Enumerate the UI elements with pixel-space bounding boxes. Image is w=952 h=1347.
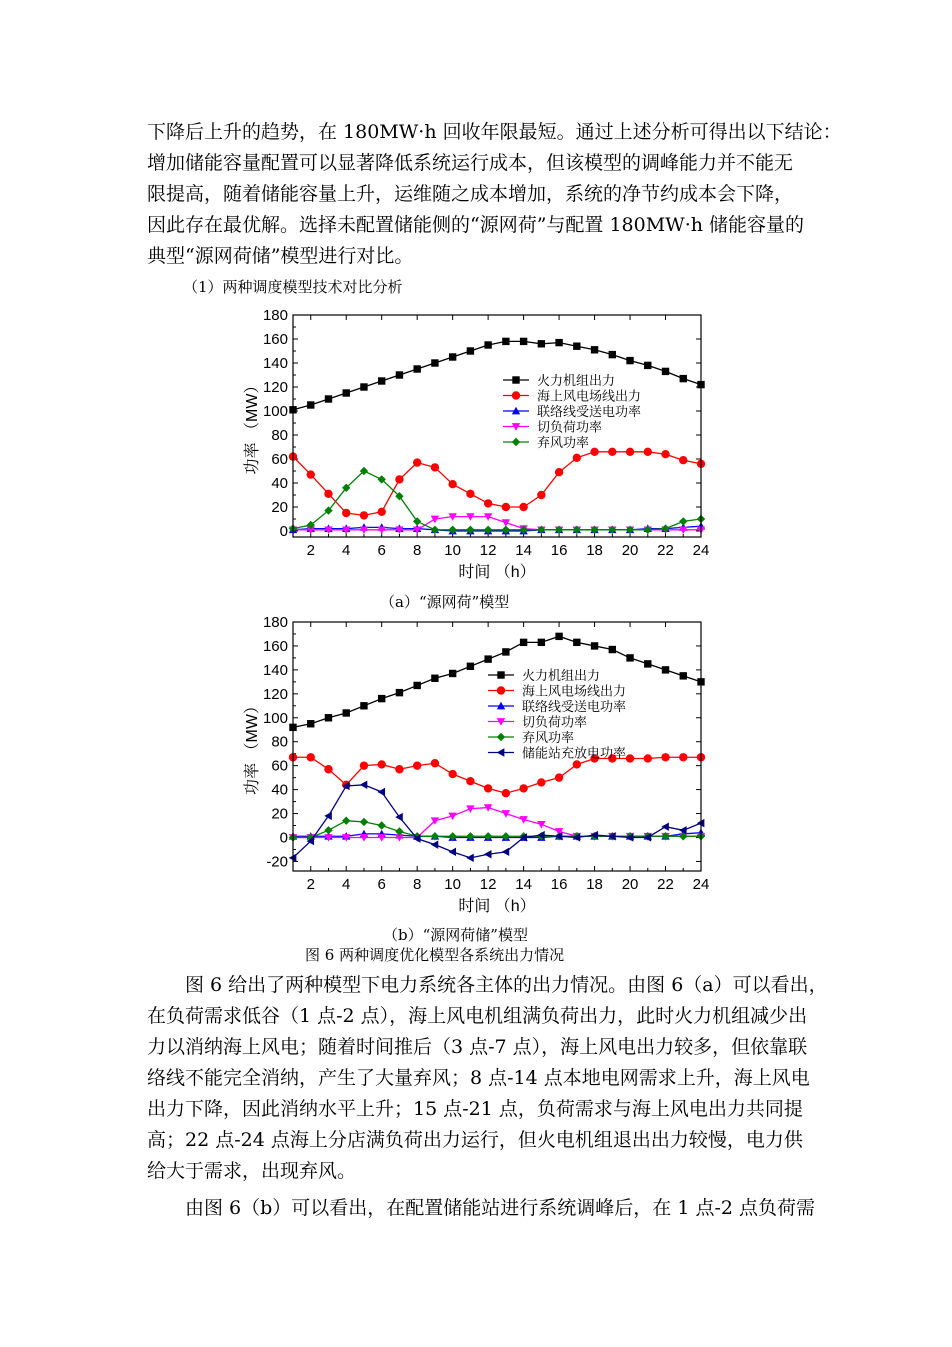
series-line: [293, 757, 701, 793]
x-tick-label: 4: [342, 542, 351, 559]
data-point: [324, 765, 332, 773]
x-tick-label: 10: [444, 876, 461, 893]
text-line: 给大于需求，出现弃风。: [147, 1160, 357, 1182]
plot-frame: [293, 315, 701, 537]
y-tick-label: 120: [262, 379, 288, 396]
text-line: 限提高，随着储能容量上升，运维随之成本增加，系统的净节约成本会下降，: [147, 183, 794, 205]
y-tick-label: 20: [271, 499, 288, 516]
legend-label: 弃风功率: [537, 435, 590, 450]
data-point: [484, 655, 491, 662]
y-tick-label: 80: [271, 427, 288, 444]
x-tick-label: 22: [657, 542, 674, 559]
text-line: 下降后上升的趋势，在 180MW·h 回收年限最短。通过上述分析可得出以下结论：: [147, 121, 842, 143]
data-point: [591, 642, 598, 649]
legend-label: 弃风功率: [522, 730, 575, 745]
data-point: [449, 353, 456, 360]
data-point: [378, 377, 385, 384]
data-point: [431, 359, 438, 366]
y-tick-label: 140: [262, 661, 288, 679]
y-tick-label: 180: [262, 614, 288, 631]
data-point: [449, 670, 456, 677]
data-point: [502, 503, 510, 511]
data-point: [431, 463, 439, 471]
data-point: [661, 753, 669, 761]
data-point: [342, 817, 350, 825]
legend-marker: [497, 686, 505, 694]
legend-label: 储能站充放电功率: [522, 745, 627, 761]
text-line: 由图 6（b）可以看出，在配置储能站进行系统调峰后，在 1 点-2 点负荷需: [185, 1197, 816, 1219]
data-point: [466, 854, 474, 862]
data-point: [662, 368, 669, 375]
x-tick-label: 22: [657, 876, 674, 893]
data-point: [431, 840, 439, 848]
y-tick-label: 140: [262, 355, 288, 372]
data-point: [679, 517, 687, 525]
y-tick-label: -20: [266, 853, 288, 871]
data-point: [679, 456, 687, 464]
y-tick-label: 120: [262, 685, 288, 703]
series-line: [293, 471, 701, 530]
data-point: [484, 341, 491, 348]
data-point: [502, 648, 509, 655]
series-line: [293, 808, 701, 838]
data-point: [467, 347, 474, 354]
x-tick-label: 16: [550, 542, 568, 559]
x-tick-label: 12: [479, 542, 497, 559]
data-point: [573, 760, 581, 768]
data-point: [307, 470, 315, 478]
x-tick-label: 12: [479, 876, 497, 893]
data-point: [395, 475, 403, 483]
paragraph-mid: [147, 970, 827, 1187]
data-point: [573, 639, 580, 646]
data-point: [395, 813, 403, 821]
series-line: [293, 452, 701, 516]
data-point: [538, 639, 545, 646]
legend-marker: [512, 376, 519, 383]
x-tick-label: 2: [306, 876, 315, 893]
data-point: [484, 499, 492, 507]
data-point: [307, 753, 315, 761]
data-point: [502, 789, 510, 797]
data-point: [608, 448, 616, 456]
data-point: [679, 753, 687, 761]
y-tick-label: 40: [271, 475, 288, 492]
chart-source-grid-load: [240, 300, 710, 592]
x-tick-label: 16: [550, 876, 568, 893]
text-line: 出力下降，因此消纳水平上升；15 点-21 点，负荷需求与海上风电出力共同提: [147, 1098, 803, 1120]
data-point: [448, 480, 456, 488]
data-point: [626, 448, 634, 456]
data-point: [680, 672, 687, 679]
y-tick-label: 60: [271, 451, 288, 468]
data-point: [324, 826, 332, 834]
legend-marker: [512, 438, 520, 446]
x-tick-label: 2: [306, 542, 315, 559]
data-point: [661, 450, 669, 458]
plot-frame: [293, 622, 701, 871]
y-tick-label: 40: [271, 781, 288, 799]
data-point: [325, 395, 332, 402]
y-tick-label: 180: [262, 307, 288, 324]
data-point: [413, 761, 421, 769]
data-point: [537, 778, 545, 786]
y-tick-label: 20: [271, 805, 288, 823]
y-tick-label: 0: [279, 829, 288, 847]
y-tick-label: 100: [262, 403, 288, 420]
data-point: [466, 777, 474, 785]
data-point: [555, 773, 563, 781]
text-line: 力以消纳海上风电；随着时间推后（3 点-7 点），海上风电出力较多，但依靠联: [147, 1036, 808, 1058]
data-point: [448, 770, 456, 778]
paragraph-bottom: [147, 1193, 827, 1224]
data-point: [626, 754, 634, 762]
x-tick-label: 8: [413, 876, 422, 893]
data-point: [360, 781, 368, 789]
data-point: [431, 675, 438, 682]
data-point: [466, 490, 474, 498]
text-line: 因此存在最优解。选择未配置储能侧的“源网荷”与配置 180MW·h 储能容量的: [147, 214, 805, 236]
legend-marker: [497, 748, 505, 756]
y-tick-label: 100: [262, 709, 288, 727]
x-tick-label: 6: [377, 876, 386, 893]
data-point: [644, 660, 651, 667]
data-point: [431, 759, 439, 767]
data-point: [413, 365, 420, 372]
data-point: [325, 714, 332, 721]
y-axis-label: 功率 （MW）: [244, 377, 261, 475]
data-point: [520, 338, 527, 345]
data-point: [644, 754, 652, 762]
data-point: [644, 448, 652, 456]
x-tick-label: 24: [692, 542, 710, 559]
data-point: [431, 516, 439, 524]
data-point: [661, 823, 669, 831]
legend-marker: [512, 391, 520, 399]
data-point: [413, 517, 421, 525]
x-tick-label: 10: [444, 542, 461, 559]
data-point: [519, 784, 527, 792]
data-point: [307, 401, 314, 408]
series-line: [293, 636, 701, 727]
data-point: [573, 454, 581, 462]
data-point: [502, 338, 509, 345]
text-line: 在负荷需求低谷（1 点-2 点），海上风电机组满负荷出力，此时火力机组减少出: [147, 1005, 808, 1027]
data-point: [360, 702, 367, 709]
data-point: [324, 812, 332, 820]
data-point: [343, 709, 350, 716]
data-point: [662, 666, 669, 673]
data-point: [502, 848, 510, 856]
x-tick-label: 14: [515, 542, 532, 559]
data-point: [680, 375, 687, 382]
data-point: [413, 458, 421, 466]
data-point: [537, 821, 545, 829]
x-axis-label: 时间 （h）: [458, 898, 536, 915]
text-line: 图 6 给出了两种模型下电力系统各主体的出力情况。由图 6（a）可以看出，: [185, 974, 828, 996]
paragraph-top: [147, 117, 842, 272]
data-point: [377, 788, 385, 796]
data-point: [484, 784, 492, 792]
x-tick-label: 18: [586, 542, 603, 559]
data-point: [591, 346, 598, 353]
data-point: [413, 682, 420, 689]
section-subheading: （1）两种调度模型技术对比分析: [183, 278, 403, 296]
data-point: [573, 343, 580, 350]
data-point: [377, 508, 385, 516]
data-point: [555, 339, 562, 346]
x-tick-label: 14: [515, 876, 532, 893]
data-point: [360, 383, 367, 390]
legend-label: 海上风电场线出力: [537, 388, 642, 404]
data-point: [609, 351, 616, 358]
data-point: [519, 503, 527, 511]
chart-source-grid-load-storage: [240, 612, 710, 924]
data-point: [307, 720, 314, 727]
y-tick-label: 160: [262, 331, 288, 348]
legend-label: 火力机组出力: [537, 373, 616, 388]
legend-label: 联络线受送电功率: [522, 699, 627, 714]
legend-label: 切负荷功率: [522, 714, 588, 730]
x-tick-label: 4: [342, 876, 351, 893]
legend-label: 海上风电场线出力: [522, 683, 627, 699]
data-point: [342, 509, 350, 517]
x-tick-label: 20: [621, 542, 639, 559]
data-point: [324, 490, 332, 498]
legend-label: 联络线受送电功率: [537, 404, 642, 419]
x-tick-label: 6: [377, 542, 386, 559]
y-tick-label: 160: [262, 637, 288, 655]
data-point: [538, 340, 545, 347]
y-tick-label: 60: [271, 757, 288, 775]
x-tick-label: 20: [621, 876, 639, 893]
y-tick-label: 0: [279, 523, 288, 540]
data-point: [609, 646, 616, 653]
data-point: [360, 511, 368, 519]
data-point: [626, 357, 633, 364]
y-tick-label: 80: [271, 733, 288, 751]
text-line: 典型“源网荷储”模型进行对比。: [147, 245, 414, 267]
data-point: [360, 818, 368, 826]
legend-label: 切负荷功率: [537, 419, 603, 435]
legend-marker: [497, 671, 504, 678]
data-point: [377, 760, 385, 768]
data-point: [343, 389, 350, 396]
data-point: [484, 850, 492, 858]
data-point: [520, 639, 527, 646]
legend-label: 火力机组出力: [522, 668, 601, 683]
x-tick-label: 18: [586, 876, 603, 893]
figure-caption: 图 6 两种调度优化模型各系统出力情况: [305, 946, 565, 964]
data-point: [590, 448, 598, 456]
text-line: 高；22 点-24 点海上分店满负荷出力运行，但火电机组退出出力较慢，电力供: [147, 1129, 803, 1151]
data-point: [555, 468, 563, 476]
data-point: [626, 654, 633, 661]
x-axis-label: 时间 （h）: [458, 564, 536, 581]
data-point: [644, 362, 651, 369]
legend-marker: [497, 733, 505, 741]
data-point: [448, 848, 456, 856]
data-point: [360, 761, 368, 769]
x-tick-label: 24: [692, 876, 710, 893]
data-point: [396, 689, 403, 696]
data-point: [378, 695, 385, 702]
data-point: [377, 821, 385, 829]
data-point: [537, 491, 545, 499]
x-tick-label: 8: [413, 542, 422, 559]
data-point: [396, 371, 403, 378]
y-axis-label: 功率 （MW）: [244, 698, 261, 795]
caption-a: （a）“源网荷”模型: [380, 593, 510, 611]
data-point: [467, 663, 474, 670]
text-line: 络线不能完全消纳，产生了大量弃风；8 点-14 点本地电网需求上升，海上风电: [147, 1067, 810, 1089]
text-line: 增加储能容量配置可以显著降低系统运行成本，但该模型的调峰能力并不能无: [147, 152, 794, 174]
data-point: [555, 633, 562, 640]
caption-b: （b）“源网荷储”模型: [383, 926, 528, 944]
data-point: [395, 765, 403, 773]
